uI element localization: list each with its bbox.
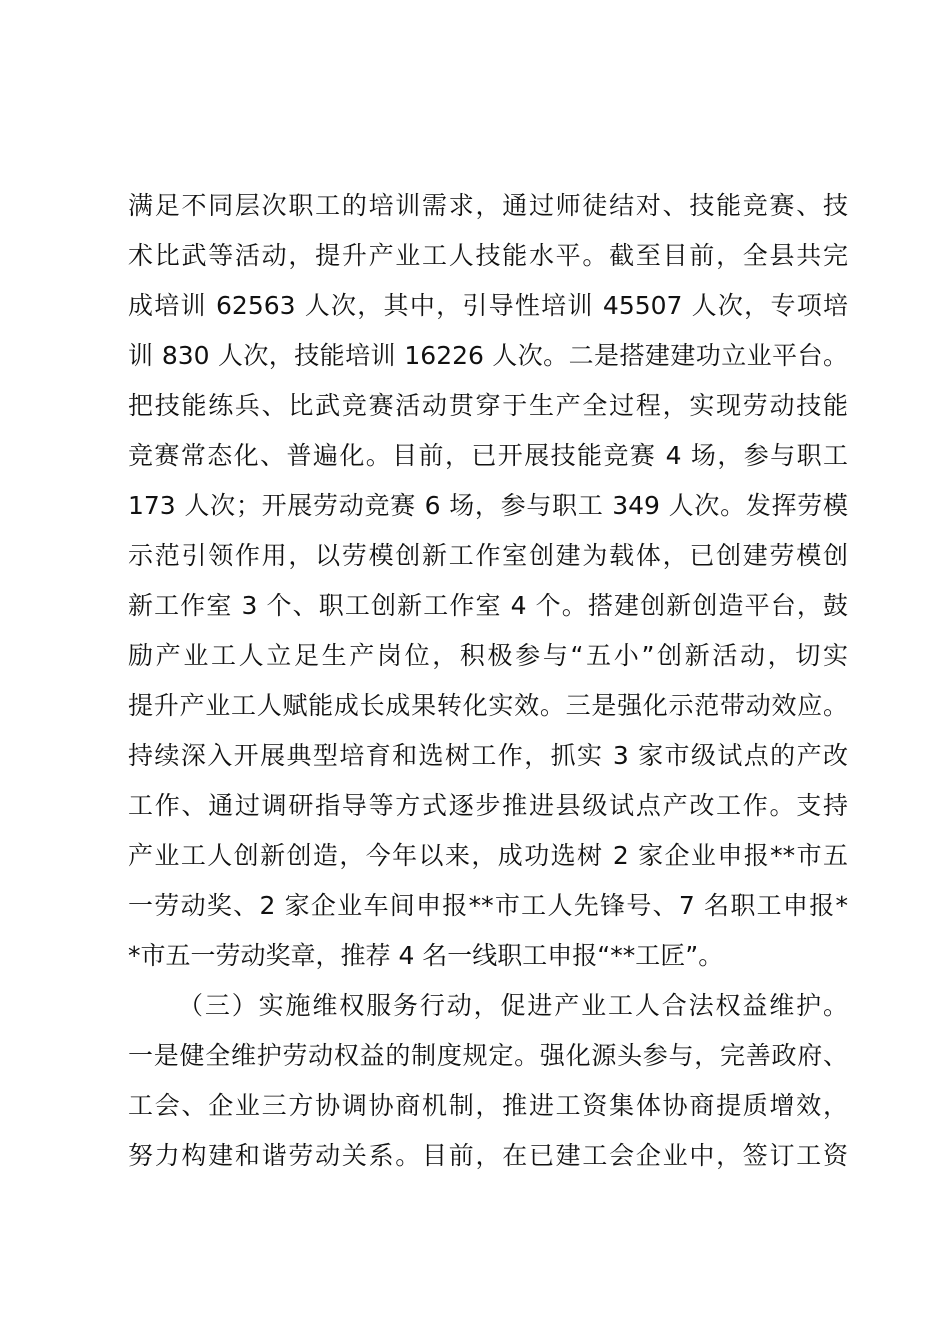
- body-text-line-1: 满足不同层次职工的培训需求，通过师徒结对、技能竞赛、技: [128, 191, 848, 220]
- body-text-line-15: 一劳动奖、2 家企业车间申报**市工人先锋号、7 名职工申报*: [128, 891, 848, 920]
- section-heading-3: （三）实施维权服务行动，促进产业工人合法权益维护。: [178, 991, 848, 1020]
- body-text-line-20: 努力构建和谐劳动关系。目前，在已建工会企业中，签订工资: [128, 1141, 848, 1170]
- body-text-line-12: 持续深入开展典型培育和选树工作，抓实 3 家市级试点的产改: [128, 741, 848, 770]
- body-text-line-2: 术比武等活动，提升产业工人技能水平。截至目前，全县共完: [128, 241, 848, 270]
- body-text-line-13: 工作、通过调研指导等方式逐步推进县级试点产改工作。支持: [128, 791, 848, 820]
- body-text-line-19: 工会、企业三方协调协商机制，推进工资集体协商提质增效，: [128, 1091, 848, 1120]
- body-text-line-6: 竞赛常态化、普遍化。目前，已开展技能竞赛 4 场，参与职工: [128, 441, 848, 470]
- body-text-line-16: *市五一劳动奖章，推荐 4 名一线职工申报“**工匠”。: [128, 941, 724, 970]
- body-text-line-5: 把技能练兵、比武竞赛活动贯穿于生产全过程，实现劳动技能: [128, 391, 848, 420]
- body-text-line-14: 产业工人创新创造，今年以来，成功选树 2 家企业申报**市五: [128, 841, 848, 870]
- body-text-line-8: 示范引领作用，以劳模创新工作室创建为载体，已创建劳模创: [128, 541, 848, 570]
- body-text-line-11: 提升产业工人赋能成长成果转化实效。三是强化示范带动效应。: [128, 691, 848, 720]
- body-text-line-4: 训 830 人次，技能培训 16226 人次。二是搭建建功立业平台。: [128, 341, 848, 370]
- body-text-line-18: 一是健全维护劳动权益的制度规定。强化源头参与，完善政府、: [128, 1041, 848, 1070]
- body-text-line-7: 173 人次；开展劳动竞赛 6 场，参与职工 349 人次。发挥劳模: [128, 491, 848, 520]
- body-text-line-3: 成培训 62563 人次，其中，引导性培训 45507 人次，专项培: [128, 291, 848, 320]
- body-text-line-10: 励产业工人立足生产岗位，积极参与“五小”创新活动，切实: [128, 641, 848, 670]
- body-text-line-9: 新工作室 3 个、职工创新工作室 4 个。搭建创新创造平台，鼓: [128, 591, 848, 620]
